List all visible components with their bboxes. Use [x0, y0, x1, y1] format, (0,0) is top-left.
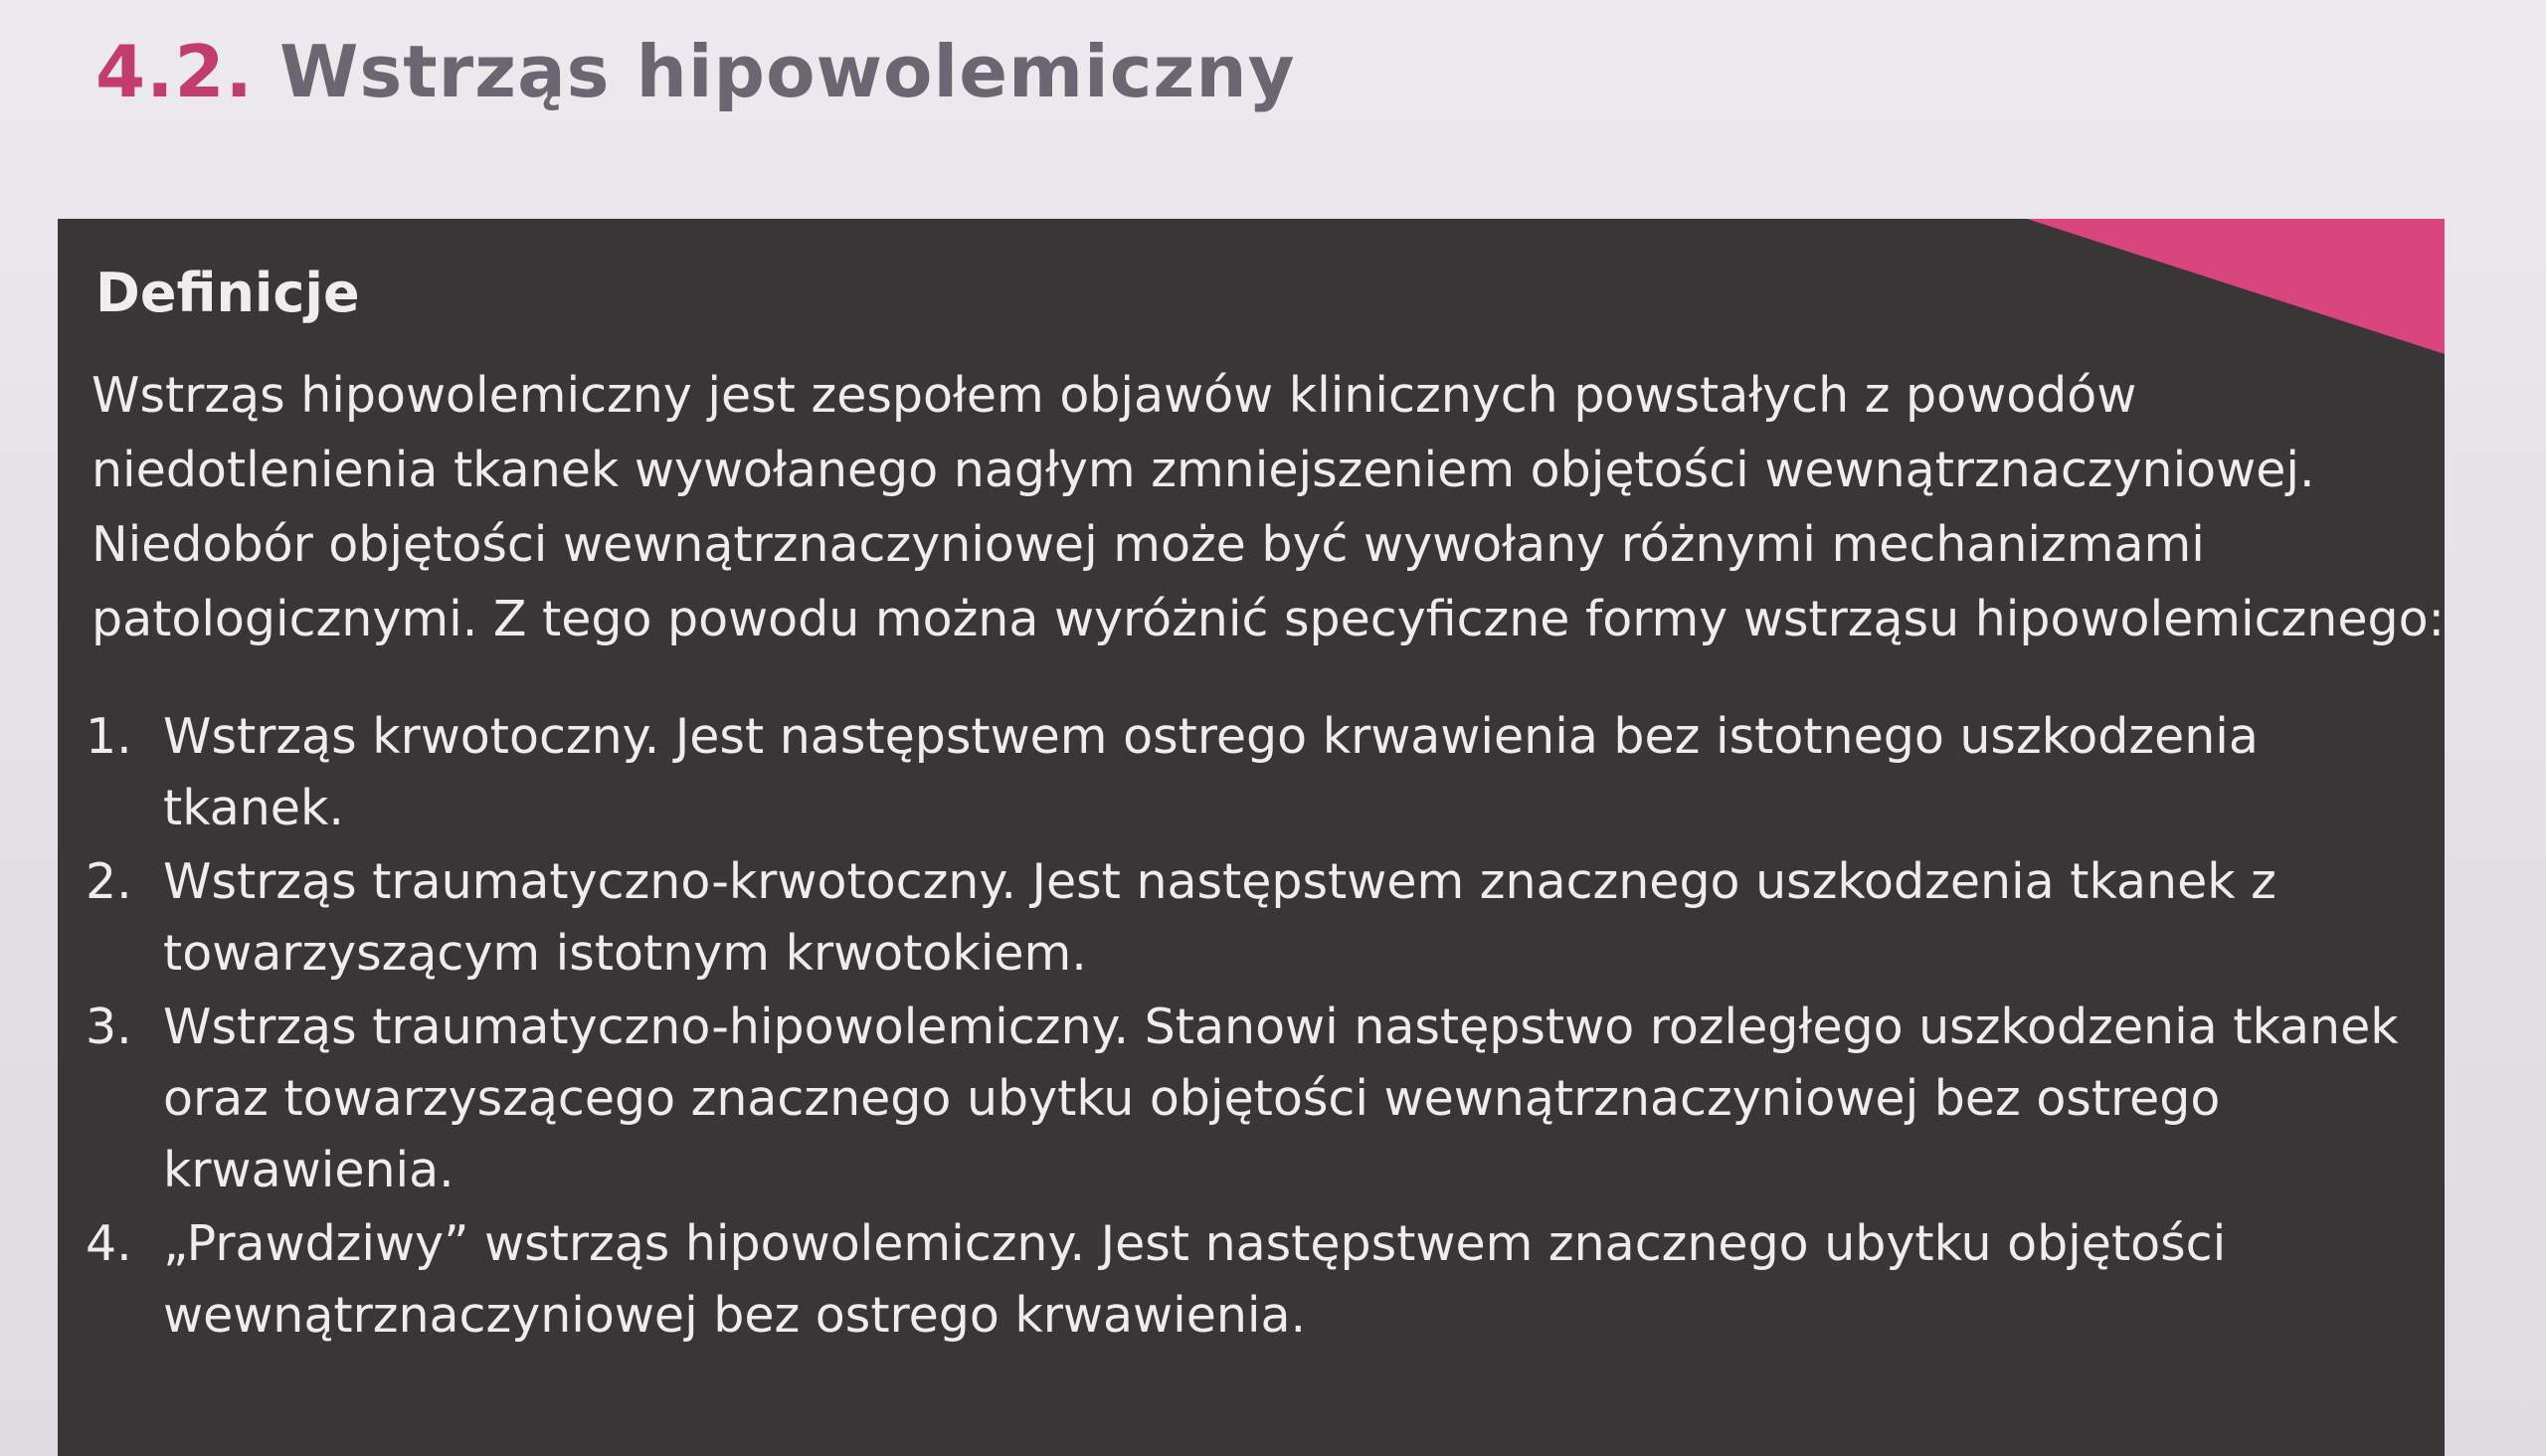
- section-number: 4.2.: [95, 30, 254, 113]
- corner-accent-triangle: [2027, 219, 2445, 354]
- corner-accent-shape: [2027, 219, 2445, 354]
- list-item: [86, 992, 2445, 1206]
- corner-accent: [2027, 219, 2445, 354]
- list-item-number: 4.: [86, 1215, 132, 1272]
- list-item-text: Wstrząs krwotoczny. Jest następstwem ostrego krwawienia bez istotnego uszkodzenia tkanek.: [163, 708, 2259, 836]
- forms-list: [86, 701, 2445, 1354]
- list-item-text: Wstrząs traumatyczno-hipowolemiczny. Stanowi następstwo rozległego uszkodzenia tkanek oraz towarzyszącego znacznego ubytku objętości wewnątrznaczyniowej bez ostrego krwawienia.: [163, 999, 2399, 1198]
- list-item: [86, 701, 2445, 844]
- list-item-number: 1.: [86, 708, 132, 765]
- list-item: [86, 846, 2445, 990]
- definition-box: [58, 219, 2445, 1456]
- list-item: [86, 1208, 2445, 1352]
- list-item-text: „Prawdziwy” wstrząs hipowolemiczny. Jest następstwem znacznego ubytku objętości wewnątrznaczyniowej bez ostrego krwawienia.: [163, 1215, 2227, 1344]
- list-item-number: 3.: [86, 999, 132, 1055]
- list-item-text: Wstrząs traumatyczno-krwotoczny. Jest następstwem znacznego uszkodzenia tkanek z towarzyszącym istotnym krwotokiem.: [163, 853, 2276, 982]
- box-heading: Definicje: [95, 262, 360, 324]
- list-item-number: 2.: [86, 853, 132, 910]
- section-title: Wstrząs hipowolemiczny: [278, 30, 1296, 113]
- page-title: [95, 22, 1296, 121]
- definition-paragraph: Wstrząs hipowolemiczny jest zespołem objawów klinicznych powstałych z powodów niedotlenienia tkanek wywołanego nagłym zmniejszeniem objętości wewnątrznaczyniowej. Niedobór objętości wewnątrznaczyniowej może być wywołany różnymi mechanizmami patologicznymi. Z tego powodu można wyróżnić specyficzne formy wstrząsu hipowolemicznego:: [91, 367, 2445, 647]
